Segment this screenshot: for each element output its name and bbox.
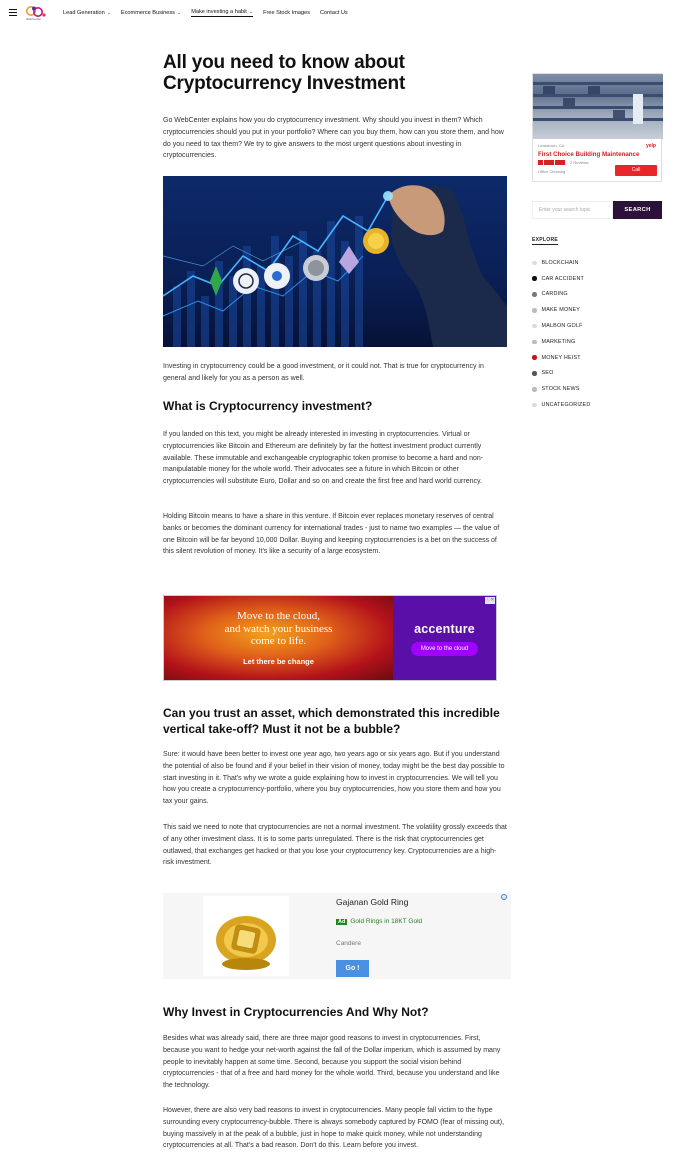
chevron-down-icon: ⌄ (176, 10, 182, 16)
bullet-dot (532, 387, 537, 392)
ad-headline: Move to the cloud, (236, 610, 321, 622)
ad-location: Lewistown, CA (538, 143, 565, 148)
yelp-logo: yelp (645, 143, 656, 149)
category-item-stock-news[interactable] (532, 381, 662, 397)
category-item-make-money[interactable] (532, 302, 662, 318)
ad-brand-panel (393, 596, 496, 680)
ad-tagline: Let there be change (243, 656, 314, 666)
gold-ring-ad[interactable] (163, 893, 511, 979)
ad-close-icon[interactable]: ⓘ✕ (485, 597, 495, 603)
search-button[interactable]: SEARCH (613, 201, 662, 219)
ad-review-count: 2 Reviews (570, 160, 589, 165)
section-heading: Can you trust an asset, which demonstrated this incredible vertical take-off? Must it not be a bubble? (163, 706, 500, 736)
category-item-car-accident[interactable] (532, 271, 662, 287)
ad-info-icon[interactable]: i (501, 894, 507, 900)
menu-item-label: Contact Us (320, 10, 348, 16)
menu-item-contact-us[interactable] (320, 9, 348, 17)
ad-headline: come to life. (250, 635, 307, 647)
menu-item-free-stock-images[interactable] (263, 9, 310, 17)
bullet-dot (532, 324, 537, 329)
category-item-blockchain[interactable] (532, 255, 662, 271)
ad-cta-button[interactable]: Move to the cloud (411, 642, 478, 656)
category-label: CAR ACCIDENT (541, 275, 585, 282)
menu-item-label: Lead Generation (63, 10, 105, 16)
main-menu (63, 9, 358, 17)
menu-item-label: Make investing a habit (191, 9, 247, 15)
ring-image (203, 896, 289, 976)
bullet-dot (532, 340, 537, 345)
intro-paragraph: Go WebCenter explains how you do cryptocurrency investment. Why should you invest in them? Which cryptocurrencies should you put in your portfolio? Where can you buy them, how can you store them, and how do you need to tax them? We try to give answers to the most urgent questions about investing in cryptocurrencies. (163, 117, 504, 160)
paragraph: This said we need to note that cryptocurrencies are not a normal investment. The volatility grossly exceeds that of any other investment class. It is to some parts unregulated. There is the risk that cryptocurrencies get outlawed, that exchanges get hacked or that you lose your cryptocurrency key. Cryptocurrencies are a high-risk investment. (163, 824, 507, 867)
category-item-seo[interactable] (532, 366, 662, 382)
menu-item-ecommerce-business[interactable] (121, 9, 181, 17)
ad-brand: Candere (336, 940, 361, 947)
title-line: Cryptocurrency Investment (163, 73, 406, 94)
paragraph: If you landed on this text, you might be already interested in investing in cryptocurrencies. Virtual or cryptocurrencies like Bitcoin and Ethereum are definitely by far the hottest investment product currently available. These immutable and exchangeable cryptographic token promise to become a hard and non-manipulatable money for the whole world. Their advocates see a future in which Bitcoin or other cryptocurrencies will substitute Euro, Dollar and so on and create the first free and hard world currency. (163, 431, 484, 486)
section-heading: Why Invest in Cryptocurrencies And Why Not? (163, 1005, 429, 1019)
page-title (163, 52, 507, 94)
ad-subtitle (336, 918, 422, 925)
menu-item-make-investing-a-habit[interactable] (191, 9, 253, 17)
category-item-marketing[interactable] (532, 334, 662, 350)
ad-photo (533, 74, 663, 139)
paragraph: Investing in cryptocurrency could be a good investment, or it could not. That is true for cryptocurrency in general and likely for you as a person as well. (163, 363, 484, 382)
ad-category: Office Cleaning (538, 169, 566, 174)
hamburger-menu-icon[interactable] (9, 9, 17, 16)
menu-item-lead-generation[interactable] (63, 9, 111, 17)
paragraph: Besides what was already said, there are three major good reasons to invest in cryptocurrencies. First, because you want to hedge your net-worth against the fall of the Dollar imperium, which is assumed by many people to inevitably happen at some time. Second, because you support the social vision behind cryptocurrencies - that of a free and hard money for the whole world. Third, because you understand and like the technology. (163, 1035, 501, 1090)
logo-text: WebCenter (26, 17, 42, 21)
ad-subtitle-text: Gold Rings in 18KT Gold (350, 918, 423, 925)
title-line: All you need to know about (163, 52, 405, 73)
menu-item-label: Ecommerce Business (120, 10, 175, 16)
category-item-carding[interactable] (532, 287, 662, 303)
category-list (532, 255, 662, 409)
star-rating (538, 160, 565, 165)
chevron-down-icon: ⌄ (106, 10, 111, 16)
hero-image (163, 176, 507, 347)
category-label: MAKE MONEY (541, 307, 581, 314)
ad-headline: and watch your business (224, 622, 333, 635)
category-item-money-heist[interactable] (532, 350, 662, 366)
category-item-uncategorized[interactable] (532, 397, 662, 413)
category-label: MARKETING (541, 338, 576, 345)
sidebar-search (532, 201, 662, 219)
paragraph: Holding Bitcoin means to have a share in this venture. If Bitcoin ever replaces monetary reserves of central banks or becomes the dominant currency for international trades - just to name two examples — the value of one Bitcoin will be far beyond 10,000 Dollar. Buying and keeping cryptocurrencies is a bet on the success of this silent revolution of money. It's like a security of a large ecosystem. (163, 513, 500, 556)
chevron-down-icon: ⌄ (248, 9, 254, 15)
ad-title[interactable]: Gajanan Gold Ring (336, 897, 409, 907)
category-label: UNCATEGORIZED (541, 402, 591, 409)
category-label: SEO (541, 370, 554, 377)
bullet-dot (532, 261, 537, 266)
category-item-malbon-golf[interactable] (532, 318, 662, 334)
category-label: MONEY HEIST (541, 354, 581, 361)
accenture-ad[interactable] (163, 595, 497, 681)
bullet-dot (532, 292, 537, 297)
category-label: MALBON GOLF (541, 323, 583, 330)
bullet-dot (532, 403, 537, 408)
paragraph: However, there are also very bad reasons to invest in cryptocurrencies. Many people fall victim to the hype surrounding every cryptocurrency-bubble. There is always somebody captured by FOMO (fear of missing out), buying massively in at the peak of a bubble, just in hope to make quick money, while not understanding cryptocurrencies at all. That's a bad reason. Don't do this. Learn before you invest. (163, 1107, 505, 1150)
section-heading: What is Cryptocurrency investment? (163, 399, 373, 413)
ad-brand: accenture (414, 622, 475, 636)
ad-badge: Ad (338, 918, 346, 925)
paragraph: Sure: it would have been better to invest one year ago, two years ago or six years ago. But if you understand the potential of also be found and if your belief in their vision of money, today might be the best day possible to start investing in it. That's why we wrote a guide explaining how to invest in cryptocurrencies. We will tell you how you create a cryptocurrency-portfolio, where you buy cryptocurrencies, how you store them and how you tax your gains. (163, 751, 505, 806)
article (163, 52, 507, 94)
bullet-dot (532, 308, 537, 313)
category-label: STOCK NEWS (541, 386, 580, 393)
top-nav (0, 0, 700, 26)
menu-item-label: Free Stock Images (263, 10, 311, 16)
bullet-dot (532, 355, 537, 360)
ad-business-name[interactable]: First Choice Building Maintenance (538, 151, 640, 158)
search-input[interactable] (532, 201, 613, 219)
category-label: CARDING (541, 291, 568, 298)
sidebar-yelp-ad[interactable] (532, 73, 662, 182)
category-label: BLOCKCHAIN (541, 259, 579, 266)
bullet-dot (532, 276, 537, 281)
ad-creative (164, 596, 393, 680)
explore-heading: EXPLORE (532, 237, 558, 243)
ad-go-button[interactable]: Go ! (336, 960, 369, 977)
bullet-dot (532, 371, 537, 376)
call-button[interactable]: Call (615, 165, 657, 176)
